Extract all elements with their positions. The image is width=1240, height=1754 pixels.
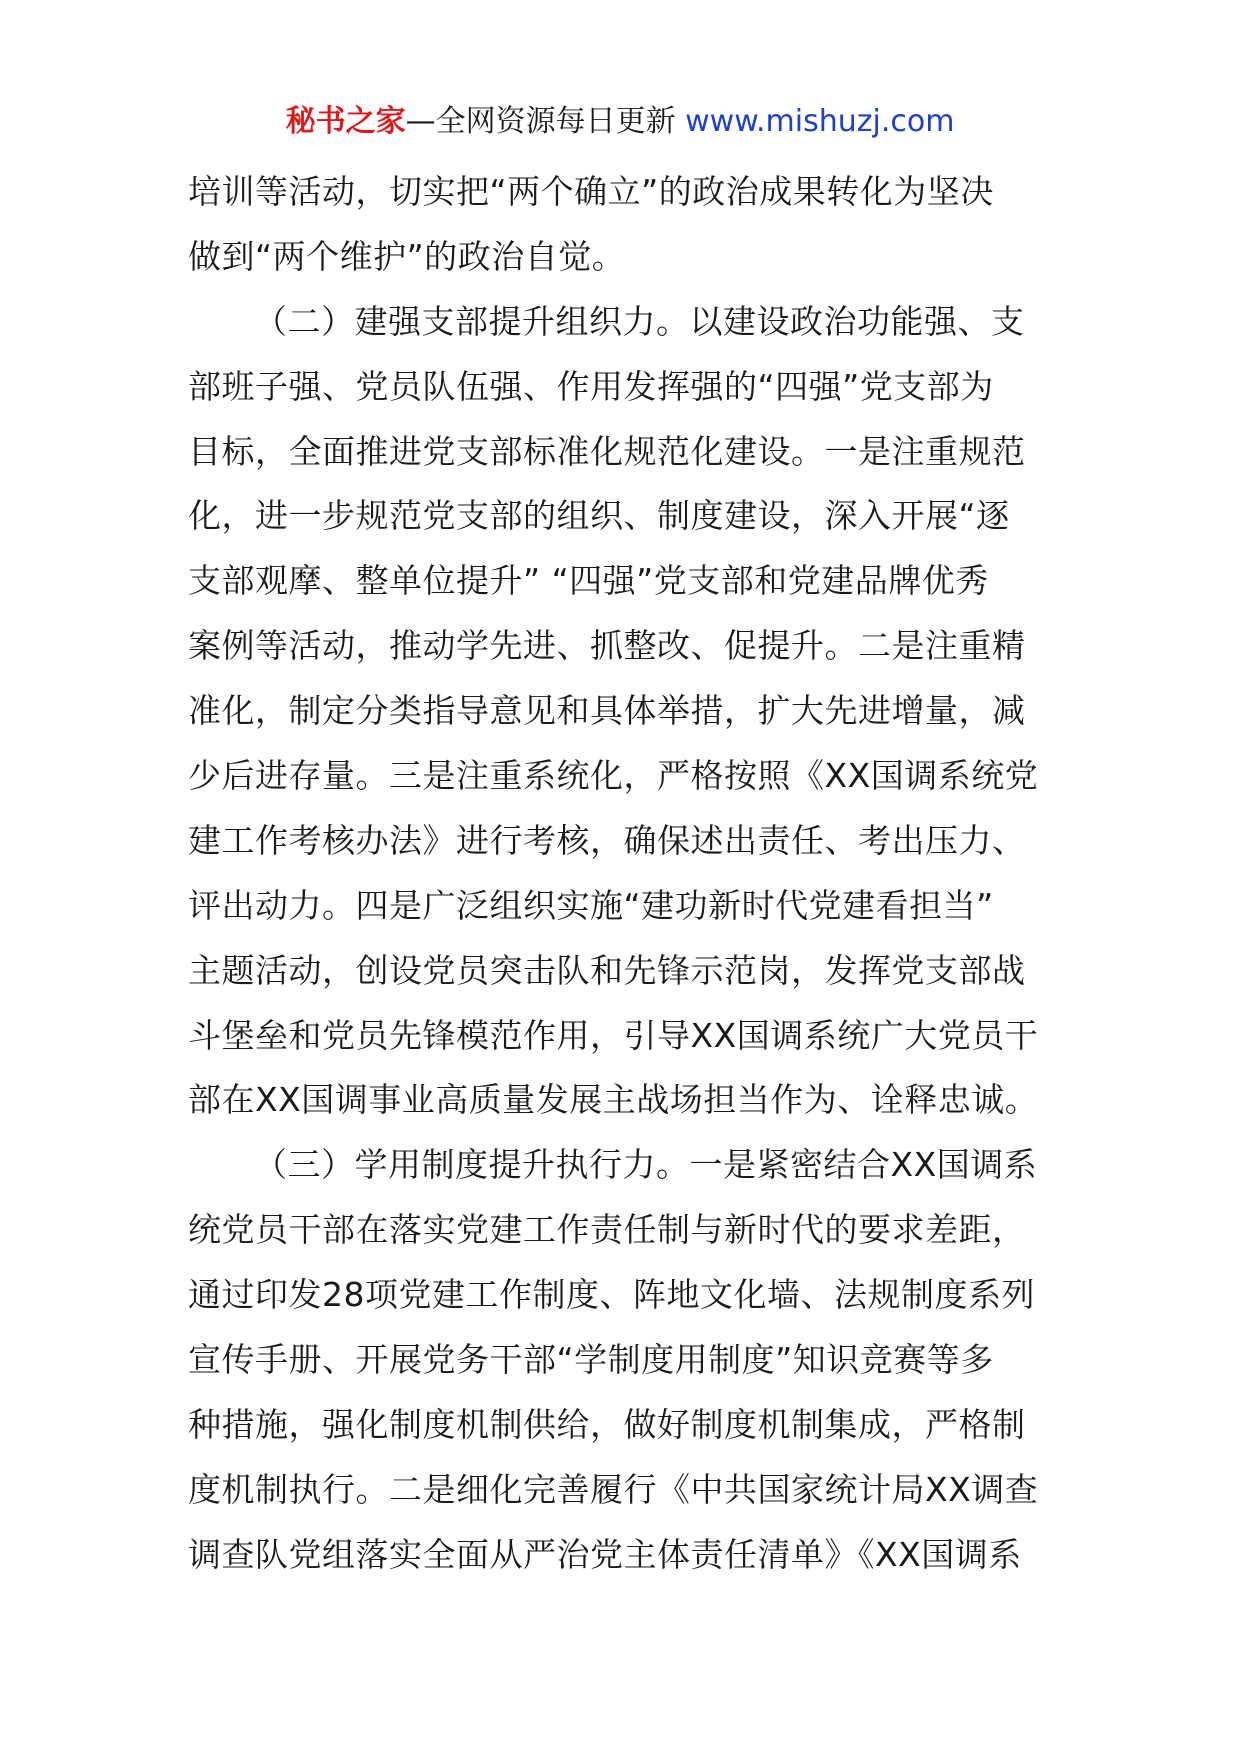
- text-line: 部在XX国调事业高质量发展主战场担当作为、诠释忠诚。: [188, 1080, 1039, 1120]
- text-line: 目标，全面推进党支部标准化规范化建设。一是注重规范: [188, 431, 1026, 471]
- text-line: 支部观摩、整单位提升” “四强”党支部和党建品牌优秀: [188, 561, 989, 601]
- text-line: 准化，制定分类指导意见和具体举措，扩大先进增量，减: [188, 691, 1026, 731]
- text-line: 通过印发28项党建工作制度、阵地文化墙、法规制度系列: [188, 1275, 1035, 1315]
- text-line: 少后进存量。三是注重系统化，严格按照《XX国调系统党: [188, 756, 1039, 796]
- document-body: [188, 160, 1058, 1588]
- text-line: 案例等活动，推动学先进、抓整改、促提升。二是注重精: [188, 626, 1026, 666]
- text-line: 斗堡垒和党员先锋模范作用，引导XX国调系统广大党员干: [188, 1015, 1039, 1055]
- page-header: [0, 100, 1240, 144]
- text-line: 部班子强、党员队伍强、作用发挥强的“四强”党支部为: [188, 366, 994, 406]
- text-line: 建工作考核办法》进行考核，确保述出责任、考出压力、: [188, 820, 1026, 860]
- header-brand: 秘书之家: [285, 104, 406, 139]
- header-url[interactable]: www.mishuzj.com: [685, 104, 955, 139]
- text-line: 评出动力。四是广泛组织实施“建功新时代党建看担当”: [188, 885, 994, 925]
- text-line: 种措施，强化制度机制供给，做好制度机制集成，严格制: [188, 1404, 1026, 1444]
- text-line: 度机制执行。二是细化完善履行《中共国家统计局XX调查: [188, 1469, 1039, 1509]
- section-heading-line: （二）建强支部提升组织力。以建设政治功能强、支: [254, 301, 1025, 341]
- section-heading-line: （三）学用制度提升执行力。一是紧密结合XX国调系: [254, 1145, 1038, 1185]
- text-line: 宣传手册、开展党务干部“学制度用制度”知识竞赛等多: [188, 1340, 994, 1380]
- text-line: 主题活动，创设党员突击队和先锋示范岗，发挥党支部战: [188, 950, 1026, 990]
- text-line: 做到“两个维护”的政治自觉。: [188, 236, 626, 276]
- header-tagline: —全网资源每日更新: [405, 104, 676, 139]
- text-line: 培训等活动，切实把“两个确立”的政治成果转化为坚决: [188, 172, 994, 211]
- text-line: 统党员干部在落实党建工作责任制与新时代的要求差距，: [188, 1210, 1026, 1250]
- text-line: 调查队党组落实全面从严治党主体责任清单》《XX国调系: [188, 1534, 1022, 1574]
- text-line: 化，进一步规范党支部的组织、制度建设，深入开展“逐: [188, 496, 1010, 536]
